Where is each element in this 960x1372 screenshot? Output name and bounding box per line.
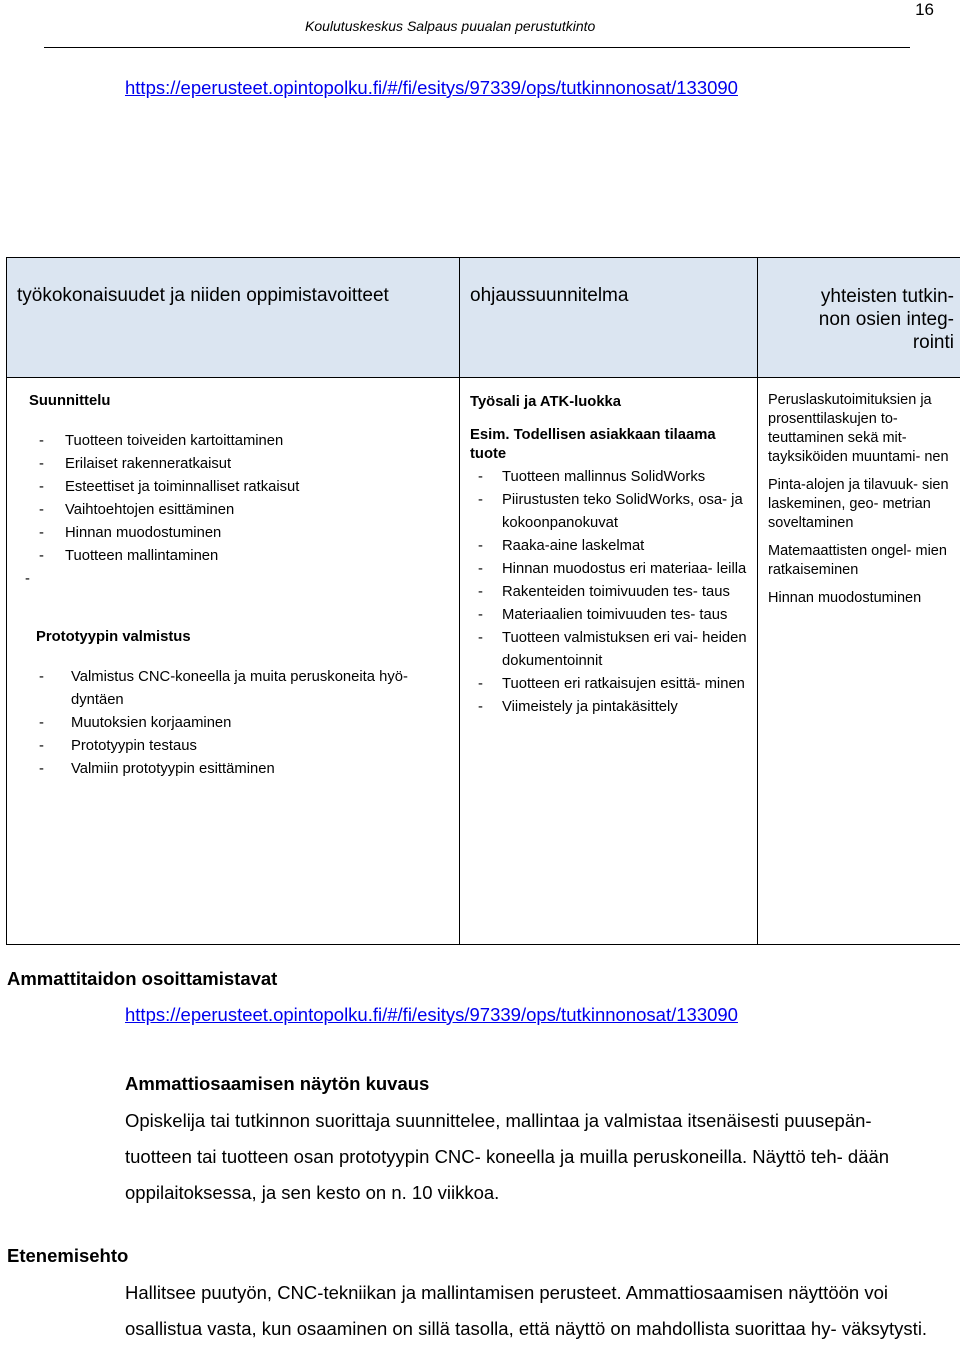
tyosali-title: Työsali ja ATK-luokka	[470, 394, 622, 410]
suunnittelu-list	[25, 430, 459, 591]
list-item: - Erilaiset rakenneratkaisut	[39, 456, 232, 472]
list-item: - Tuotteen toiveiden kartoittaminen	[39, 433, 284, 449]
list-item: - Hinnan muodostuminen	[39, 525, 222, 541]
section-suunnittelu-title: Suunnittelu	[29, 393, 111, 409]
list-item: - Tuotteen valmistuksen eri vai- heiden dokumentoinnit	[478, 630, 747, 669]
header-col3-label	[758, 258, 960, 354]
etenemisehto-title: Etenemisehto	[7, 1245, 129, 1266]
list-item: - Valmiin prototyypin esittäminen	[39, 761, 275, 777]
curriculum-table	[6, 257, 960, 945]
list-item: - Materiaalien toimivuuden tes- taus	[478, 607, 728, 623]
list-item: -	[25, 571, 30, 587]
header-cell-ohjaussuunnitelma	[460, 258, 758, 378]
list-item: - Muutoksien korjaaminen	[39, 715, 232, 731]
integrointi-paragraph: Peruslaskutoimituksien ja prosenttilaskujen to- teuttaminen sekä mit- tayksiköiden muuntami- nen	[768, 392, 949, 465]
header-divider	[44, 47, 910, 48]
section-prototyypin-valmistus-title: Prototyypin valmistus	[36, 629, 191, 645]
list-item: - Valmistus CNC-koneella ja muita peruskoneita hyö- dyntäen	[39, 669, 408, 708]
integrointi-paragraph: Pinta-alojen ja tilavuuk- sien laskeminen, geo- metrian soveltaminen	[768, 477, 949, 531]
list-item: - Tuotteen mallintaminen	[39, 548, 219, 564]
cell-tyokokonaisuudet	[7, 378, 460, 945]
document-header-title: Koulutuskeskus Salpaus puualan perustutkinto	[305, 18, 596, 34]
list-item: - Hinnan muodostus eri materiaa- leilla	[478, 561, 747, 577]
header-cell-tyokokonaisuudet	[7, 258, 460, 378]
list-item: - Esteettiset ja toiminnalliset ratkaisut	[39, 479, 300, 495]
list-item: - Tuotteen eri ratkaisujen esittä- minen	[478, 676, 745, 692]
list-item: - Piirustusten teko SolidWorks, osa- ja kokoonpanokuvat	[478, 492, 743, 531]
eperusteet-link-top[interactable]: https://eperusteet.opintopolku.fi/#/fi/esitys/97339/ops/tutkinnonosat/133090	[125, 77, 738, 98]
table-header-row	[7, 258, 960, 378]
header-cell-integrointi	[758, 258, 960, 378]
header-col3-line: rointi	[912, 332, 954, 353]
naytto-kuvaus-text: Opiskelija tai tutkinnon suorittaja suunnittelee, mallintaa ja valmistaa itsenäisesti puusepän- tuotteen tai tuotteen osan prototyypin CNC- koneella ja muilla peruskoneilla. Näyttö teh- dään oppilaitoksessa, ja sen kesto on n. 10 viikkoa.	[125, 1110, 890, 1203]
list-item: - Vaihtoehtojen esittäminen	[39, 502, 235, 518]
integrointi-paragraph: Matemaattisten ongel- mien ratkaiseminen	[768, 543, 947, 578]
list-item: - Prototyypin testaus	[39, 738, 197, 754]
naytto-kuvaus-title: Ammattiosaamisen näytön kuvaus	[125, 1073, 430, 1094]
list-item: - Viimeistely ja pintakäsittely	[478, 699, 678, 715]
prototyypin-valmistus-list	[29, 666, 459, 781]
cell-integrointi	[758, 378, 960, 945]
ohjaussuunnitelma-list	[470, 466, 747, 719]
cell-ohjaussuunnitelma	[460, 378, 758, 945]
ammattitaidon-osoittamistavat-title: Ammattitaidon osoittamistavat	[7, 968, 278, 989]
list-item: - Tuotteen mallinnus SolidWorks	[478, 469, 706, 485]
page-number: 16	[915, 0, 934, 19]
header-col2-label: ohjaussuunnitelma	[470, 285, 629, 306]
esim-subtitle: Esim. Todellisen asiakkaan tilaama tuote	[470, 427, 716, 462]
integrointi-paragraph: Hinnan muodostuminen	[768, 590, 922, 606]
header-col3-line: yhteisten tutkin-	[820, 286, 954, 307]
list-item: - Raaka-aine laskelmat	[478, 538, 645, 554]
list-item: - Rakenteiden toimivuuden tes- taus	[478, 584, 730, 600]
eperusteet-link-bottom[interactable]: https://eperusteet.opintopolku.fi/#/fi/esitys/97339/ops/tutkinnonosat/133090	[125, 1004, 738, 1025]
header-col1-label: työkokonaisuudet ja niiden oppimistavoitteet	[17, 285, 389, 306]
header-col3-line: non osien integ-	[818, 309, 954, 330]
table-body-row	[7, 378, 960, 945]
etenemisehto-text: Hallitsee puutyön, CNC-tekniikan ja mallintamisen perusteet. Ammattiosaamisen näyttöön voi osallistua vasta, kun osaaminen on sillä tasolla, että näyttö on mahdollista suorittaa hy- väksytysti.	[125, 1282, 928, 1339]
